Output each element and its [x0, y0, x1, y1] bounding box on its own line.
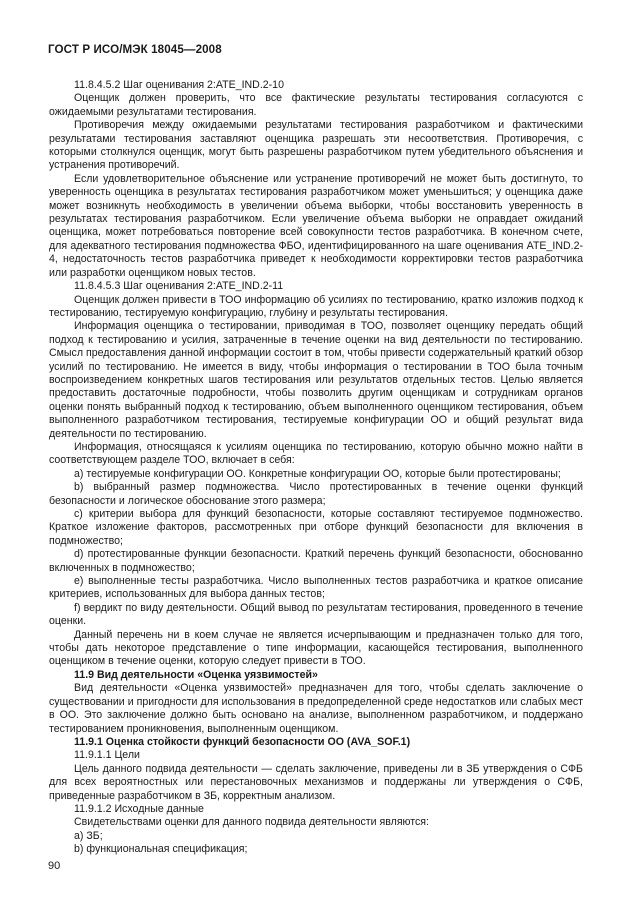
- paragraph: Свидетельствами оценки для данного подвида деятельности являются:: [74, 816, 429, 829]
- paragraph: Если удовлетворительное объяснение или устранение противоречий не может быть достигнуто, то уверенность оценщика в результатах тестирования разработчиком может уменьшиться; у оценщика даже может возникнуть необходимость в увеличении объема выборки, чтобы восстановить уверенность в результатах тестирования разработчиком. Если увеличение объема выборки не оправдает ожиданий оценщика, может потребоваться повторение всей совокупности тестов разработчика. В конечном счете, для адекватного тестирования подмножества ФБО, идентифицированного на шаге оценивания ATE_IND.2-4, недостаточность тестов разработчика приведет к необходимости корректировки тестов разработчика или разработки оценщиком новых тестов.: [49, 172, 583, 279]
- step-heading: 11.9.1.1 Цели: [74, 749, 140, 762]
- section-heading: 11.9 Вид деятельности «Оценка уязвимостей»: [74, 668, 318, 681]
- list-item: b) выбранный размер подмножества. Число протестированных в течение оценки функций безопасности и логическое обоснование этого размера;: [49, 481, 583, 507]
- list-item: d) протестированные функции безопасности. Краткий перечень функций безопасности, обоснованно включенных в подмножество;: [49, 548, 583, 574]
- step-heading: 11.8.4.5.2 Шаг оценивания 2:ATE_IND.2-10: [74, 79, 284, 91]
- list-item: b) функциональная спецификация;: [74, 843, 248, 856]
- paragraph: Вид деятельности «Оценка уязвимостей» предназначен для того, чтобы сделать заключение о существовании и пригодности для использования в предопределенной среде недостатков или слабых мест в ОО. Это заключение должно быть основано на анализе, выполненном разработчиком, и поддержано тестированием проникновения, выполненным оценщиком.: [49, 682, 583, 735]
- paragraph: Данный перечень ни в коем случае не является исчерпывающим и предназначен только для того, чтобы дать некоторое представление о типе информации, касающейся тестирования, выполненного оценщиком в течение оценки, которую следует привести в ТОО.: [49, 628, 583, 668]
- paragraph: Информация, относящаяся к усилиям оценщика по тестированию, которую обычно можно найти в соответствующем разделе ТОО, включает в себя:: [49, 440, 583, 467]
- page-header: ГОСТ Р ИСО/МЭК 18045—2008: [48, 43, 222, 56]
- list-item: f) вердикт по виду деятельности. Общий вывод по результатам тестирования, проведенного в течение оценки.: [49, 601, 583, 628]
- list-item: а) тестируемые конфигурации ОО. Конкретные конфигурации ОО, которые были протестированы;: [74, 467, 561, 480]
- list-item: а) ЗБ;: [74, 829, 103, 842]
- paragraph: Цель данного подвида деятельности — сделать заключение, приведены ли в ЗБ утверждения о СФБ для всех вероятностных или перестановочных механизмов и поддержаны ли утверждения о СФБ, приведенные разработчиком в ЗБ, корректным анализом.: [49, 762, 583, 802]
- paragraph: Оценщик должен привести в ТОО информацию об усилиях по тестированию, кратко изложив подход к тестированию, тестируемую конфигурацию, глубину и результаты тестирования.: [49, 293, 583, 319]
- page-body: [49, 79, 583, 857]
- list-item: с) критерии выбора для функций безопасности, которые составляют тестируемое подмножество. Краткое изложение факторов, рассмотренных при отборе функций безопасности для включения в подмножество;: [49, 508, 583, 547]
- paragraph: Оценщик должен проверить, что все фактические результаты тестирования согласуются с ожидаемыми результатами тестирования.: [49, 92, 583, 118]
- step-heading: 11.9.1.2 Исходные данные: [74, 802, 204, 815]
- list-item: е) выполненные тесты разработчика. Число выполненных тестов разработчика и краткое описание критериев, использованных для выбора данных тестов;: [49, 575, 583, 601]
- page-number: 90: [48, 860, 61, 872]
- paragraph: Информация оценщика о тестировании, приводимая в ТОО, позволяет оценщику передать общий подход к тестированию и усилия, затраченные в течение оценки на вид деятельности по тестированию. Смысл предоставления данной информации состоит в том, чтобы привести содержательный краткий обзор усилий по тестированию. Не имеется в виду, чтобы информация о тестировании в ТОО была точным воспроизведением конкретных шагов тестирования или результатов отдельных тестов. Целью является предоставить достаточные подробности, чтобы позволить другим оценщикам и сотрудникам органов оценки понять выбранный подход к тестированию, объем выполненного оценщиком тестирования, объем выполненного разработчиком тестирования, тестируемые конфигурации ОО и общий результат вида деятельности по тестированию.: [49, 320, 583, 440]
- subsection-heading: 11.9.1 Оценка стойкости функций безопасности ОО (AVA_SOF.1): [74, 735, 411, 748]
- step-heading: 11.8.4.5.3 Шаг оценивания 2:ATE_IND.2-11: [74, 280, 284, 293]
- paragraph: Противоречия между ожидаемыми результатами тестирования разработчиком и фактическими результатами тестирования заставляют оценщика разрешать эти несоответствия. Противоречия, с которыми столкнулся оценщик, могут быть разрешены разработчиком путем убедительного объяснения и устранения противоречий.: [49, 119, 583, 172]
